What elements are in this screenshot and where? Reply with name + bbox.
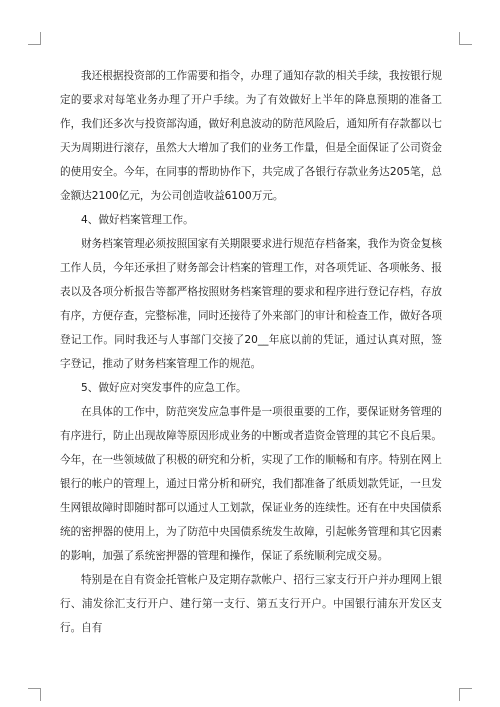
paragraph-accounts-opening: 特别是在自有资金托管帐户及定期存款帐户、招行三家支行开户并办理网上银行、浦发徐汇支行开户、建行第一支行、第五支行开户。中国银行浦东开发区支行。自有 [60, 574, 442, 634]
section-heading-archive: 4、做好档案管理工作。 [81, 214, 194, 226]
document-body [60, 64, 442, 640]
crop-mark-bottom-right [459, 688, 472, 701]
paragraph-deposit-notice: 我还根据投资部的工作需要和指令，办理了通知存款的相关手续，我按银行规定的要求对每笔业务办理了开户手续。为了有效做好上半年的降息预期的准备工作，我们还多次与投资部沟通，做好利息波动的防范风险后，通知所有存款都以七天为周期进行滚存，虽然大大增加了我们的业务工作量，但是全面保证了公司资金的使用安全。今年，在同事的帮助协作下，共完成了各银行存款业务达205笔，总金额达2100亿元，为公司创造收益6100万元。 [60, 70, 442, 202]
crop-mark-top-left [28, 32, 41, 45]
section-heading-emergency: 5、做好应对突发事件的应急工作。 [81, 382, 247, 394]
paragraph-emergency-response: 在具体的工作中，防范突发应急事件是一项很重要的工作，要保证财务管理的有序进行，防止出现故障等原因形成业务的中断或者造资金管理的其它不良后果。今年，在一些领域做了积极的研究和分析，实现了工作的顺畅和有序。特别在网上银行的帐户的管理上，通过日常分析和研究，我们都准备了纸质划款凭证，一旦发生网银故障时即随时都可以通过人工划款，保证业务的连续性。还有在中央国债系统的密押器的使用上，为了防范中央国债系统发生故障，引起帐务管理和其它因素的影响，加强了系统密押器的管理和操作，保证了系统顺利完成交易。 [60, 406, 442, 562]
paragraph-archive-management: 财务档案管理必须按照国家有关期限要求进行规范存档备案，我作为资金复核工作人员，今年还承担了财务部会计档案的管理工作，对各项凭证、各项帐务、报表以及各项分析报告等都严格按照财务档案管理的要求和程序进行登记存档，存放有序，方便存查，完整标准，同时还接待了外来部门的审计和检查工作，做好各项登记工作。同时我还与人事部门交接了20__年底以前的凭证，通过认真对照，签字登记，推动了财务档案管理工作的规范。 [60, 238, 442, 370]
crop-mark-bottom-left [28, 688, 41, 701]
crop-mark-top-right [459, 32, 472, 45]
